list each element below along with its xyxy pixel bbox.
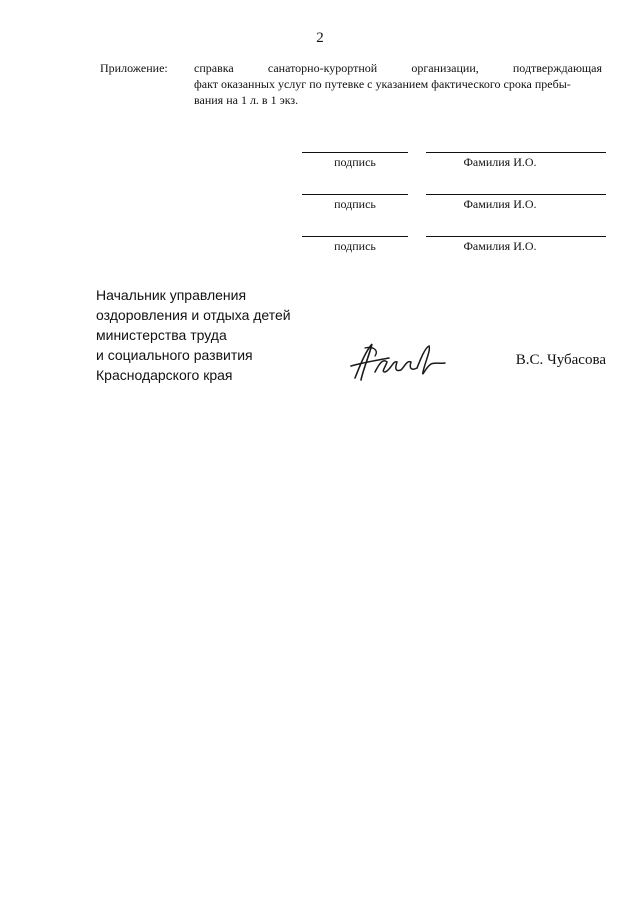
signature-caption: подпись xyxy=(334,155,376,169)
name-caption: Фамилия И.О. xyxy=(463,155,537,169)
page-number: 2 xyxy=(316,30,324,46)
attachment-text xyxy=(194,60,602,108)
position-line: оздоровления и отдыха детей xyxy=(96,307,291,323)
signature-row xyxy=(0,194,640,224)
attachment-word: санаторно-курортной xyxy=(267,61,378,75)
signature-line xyxy=(302,236,408,237)
signature-caption: подпись xyxy=(334,239,376,253)
name-caption: Фамилия И.О. xyxy=(463,197,537,211)
position-line: и социального развития xyxy=(96,347,253,363)
signature-caption: подпись xyxy=(334,197,376,211)
attachment-word: справка xyxy=(194,61,234,75)
handwritten-signature-icon xyxy=(345,338,455,384)
attachment-word: подтверждающая xyxy=(512,61,602,75)
name-line xyxy=(426,236,606,237)
attachment-line-1 xyxy=(194,60,602,76)
attachment-line-2: факт оказанных услуг по путевке с указанием фактического срока пребы- xyxy=(194,77,571,91)
name-caption: Фамилия И.О. xyxy=(463,239,537,253)
signature-row xyxy=(0,152,640,182)
official-name: В.С. Чубасова xyxy=(515,352,606,368)
signature-line xyxy=(302,194,408,195)
name-line xyxy=(426,152,606,153)
position-line: министерства труда xyxy=(96,327,227,343)
signature-line xyxy=(302,152,408,153)
position-line: Начальник управления xyxy=(96,287,247,303)
attachment-label: Приложение: xyxy=(100,61,168,75)
attachment-line-3: вания на 1 л. в 1 экз. xyxy=(194,93,299,107)
attachment-word: организации, xyxy=(411,61,479,75)
signature-row xyxy=(0,236,640,266)
official-position xyxy=(96,285,291,385)
position-line: Краснодарского края xyxy=(96,367,233,383)
name-line xyxy=(426,194,606,195)
